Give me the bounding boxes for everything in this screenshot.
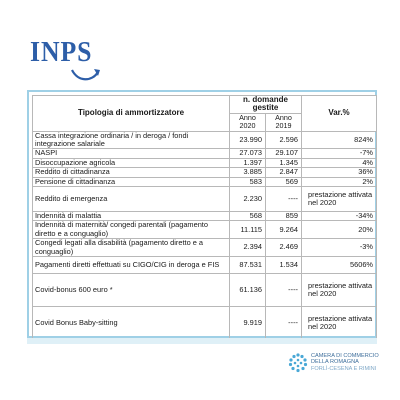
- column-header-var: Var.%: [302, 96, 377, 132]
- chamber-emblem-icon: [287, 352, 309, 374]
- value-2019: 1.534: [266, 257, 302, 274]
- value-2020: 2.394: [230, 239, 266, 257]
- value-2019: 2.469: [266, 239, 302, 257]
- chamber-name-line3: FORLÌ-CESENA E RIMINI: [311, 365, 377, 372]
- value-var: -7%: [302, 149, 377, 158]
- value-2020: 568: [230, 212, 266, 221]
- table-row: [33, 257, 377, 274]
- value-2019: ----: [266, 307, 302, 340]
- value-2020: 87.531: [230, 257, 266, 274]
- value-2019: 29.107: [266, 149, 302, 158]
- column-header-2019: Anno 2019: [266, 113, 302, 131]
- row-label: Indennità di malattia: [33, 212, 230, 221]
- value-2019: 9.264: [266, 221, 302, 239]
- inps-logo-text: INPS: [30, 37, 93, 68]
- table-row: [33, 187, 377, 212]
- row-label: Pagamenti diretti effettuati su CIGO/CIG in deroga e FIS: [33, 257, 230, 274]
- column-header-type: Tipologia di ammortizzatore: [33, 96, 230, 132]
- chamber-of-commerce-logo: [287, 352, 387, 378]
- value-2019: 1.345: [266, 158, 302, 167]
- table-frame: [27, 90, 377, 338]
- value-2020: 27.073: [230, 149, 266, 158]
- value-2020: 1.397: [230, 158, 266, 167]
- value-var: prestazione attivata nel 2020: [302, 187, 377, 212]
- value-var: 824%: [302, 131, 377, 149]
- value-2019: 2.596: [266, 131, 302, 149]
- inps-swoosh-icon: [70, 66, 102, 84]
- table-row: [33, 221, 377, 239]
- chamber-name-line2: DELLA ROMAGNA: [311, 359, 359, 366]
- table-row: [33, 149, 377, 158]
- value-2020: 11.115: [230, 221, 266, 239]
- column-header-2020: Anno 2020: [230, 113, 266, 131]
- value-var: -34%: [302, 212, 377, 221]
- row-label: NASPI: [33, 149, 230, 158]
- table-row: [33, 177, 377, 186]
- value-2019: 2.847: [266, 168, 302, 177]
- row-label: Covid-bonus 600 euro *: [33, 274, 230, 307]
- row-label: Covid Bonus Baby-sitting: [33, 307, 230, 340]
- value-2019: ----: [266, 274, 302, 307]
- value-var: prestazione attivata nel 2020: [302, 274, 377, 307]
- value-var: -3%: [302, 239, 377, 257]
- column-header-count: n. domande gestite: [230, 96, 302, 114]
- row-label: Disoccupazione agricola: [33, 158, 230, 167]
- value-2020: 61.136: [230, 274, 266, 307]
- row-label: Indennità di maternità/ congedi parentali (pagamento diretto e a conguaglio): [33, 221, 230, 239]
- value-2019: ----: [266, 187, 302, 212]
- ammortizzatori-table: [32, 95, 377, 340]
- value-var: 5606%: [302, 257, 377, 274]
- table-row: [33, 168, 377, 177]
- table-row: [33, 274, 377, 307]
- value-var: prestazione attivata nel 2020: [302, 307, 377, 340]
- value-2020: 9.919: [230, 307, 266, 340]
- row-label: Reddito di emergenza: [33, 187, 230, 212]
- row-label: Reddito di cittadinanza: [33, 168, 230, 177]
- value-var: 20%: [302, 221, 377, 239]
- row-label: Pensione di cittadinanza: [33, 177, 230, 186]
- value-2020: 2.230: [230, 187, 266, 212]
- chamber-name-line1: CAMERA DI COMMERCIO: [311, 353, 379, 359]
- table-footer-band: [27, 338, 377, 344]
- value-var: 4%: [302, 158, 377, 167]
- value-var: 36%: [302, 168, 377, 177]
- row-label: Congedi legati alla disabilità (pagamento diretto e a conguaglio): [33, 239, 230, 257]
- value-2020: 3.885: [230, 168, 266, 177]
- value-2020: 583: [230, 177, 266, 186]
- row-label: Cassa integrazione ordinaria / in deroga / fondi integrazione salariale: [33, 131, 230, 149]
- table-row: [33, 307, 377, 340]
- value-var: 2%: [302, 177, 377, 186]
- table-row: [33, 131, 377, 149]
- value-2020: 23.990: [230, 131, 266, 149]
- table-row: [33, 239, 377, 257]
- value-2019: 859: [266, 212, 302, 221]
- value-2019: 569: [266, 177, 302, 186]
